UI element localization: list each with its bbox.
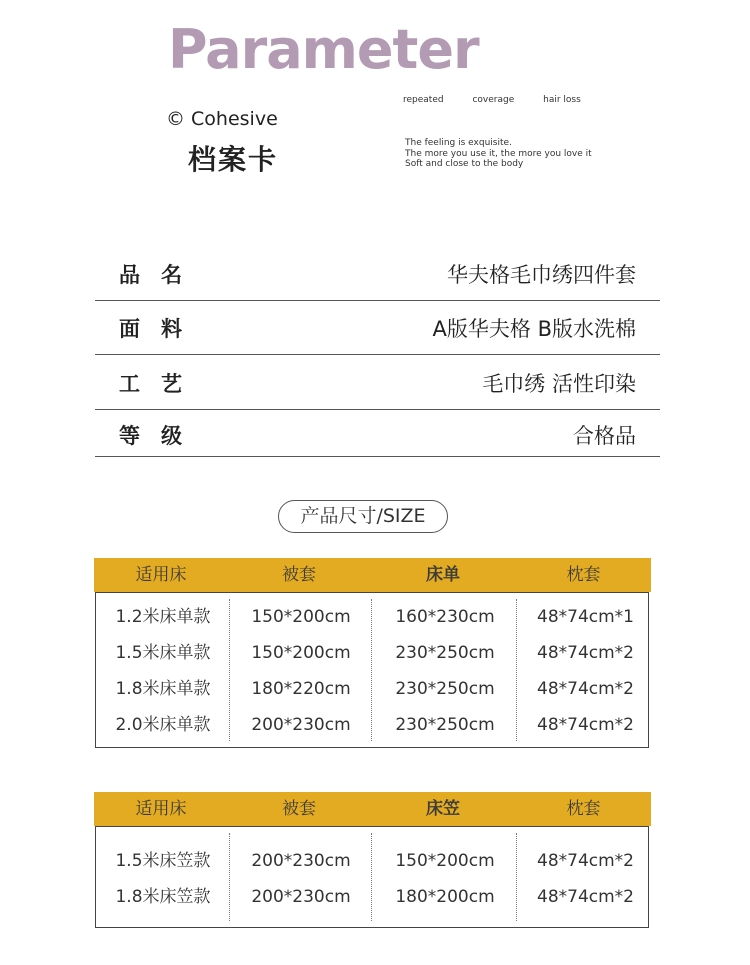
- table-header: [94, 792, 651, 826]
- table-body: [95, 826, 649, 928]
- table-cell: 160*230cm: [395, 607, 495, 627]
- table-cell: 180*220cm: [251, 679, 351, 699]
- divider: [95, 456, 660, 457]
- table-body: [95, 592, 649, 748]
- size-table-sheet: [94, 558, 651, 748]
- spec-value: 毛巾绣 活性印染: [482, 372, 636, 396]
- table-cell: 150*200cm: [395, 851, 495, 871]
- spec-row: [95, 354, 660, 410]
- table-cell: 2.0米床单款: [115, 715, 211, 735]
- spec-row: [95, 410, 660, 457]
- size-section-label: 产品尺寸/SIZE: [278, 500, 448, 533]
- table-cell: 230*250cm: [395, 715, 495, 735]
- card-title: 档案卡: [188, 143, 279, 176]
- table-cell: 48*74cm*2: [537, 887, 634, 907]
- table-cell: 230*250cm: [395, 643, 495, 663]
- header-cell: 枕套: [566, 565, 601, 585]
- table-cell: 1.5米床单款: [115, 643, 211, 663]
- header-cell: 适用床: [135, 799, 187, 819]
- spec-row: [95, 299, 660, 355]
- blurb-line: The feeling is exquisite.: [405, 138, 512, 148]
- header-cell: 适用床: [135, 565, 187, 585]
- tag-item: hair loss: [543, 95, 581, 105]
- size-table-fitted: [94, 792, 651, 929]
- spec-key: 品名: [119, 263, 203, 287]
- spec-value: A版华夫格 B版水洗棉: [432, 317, 636, 341]
- spec-key: 等级: [119, 424, 203, 448]
- table-cell: 150*200cm: [251, 607, 351, 627]
- table-cell: 200*230cm: [251, 887, 351, 907]
- table-cell: 1.2米床单款: [115, 607, 211, 627]
- header-cell: 被套: [282, 565, 316, 585]
- spec-key: 工艺: [119, 372, 203, 396]
- tag-list: [403, 95, 607, 105]
- table-cell: 48*74cm*1: [537, 607, 634, 627]
- brand-name: © Cohesive: [166, 108, 278, 130]
- table-cell: 48*74cm*2: [537, 715, 634, 735]
- table-cell: 48*74cm*2: [537, 679, 634, 699]
- table-cell: 1.5米床笠款: [115, 851, 211, 871]
- table-cell: 200*230cm: [251, 715, 351, 735]
- table-cell: 48*74cm*2: [537, 643, 634, 663]
- table-cell: 48*74cm*2: [537, 851, 634, 871]
- table-cell: 230*250cm: [395, 679, 495, 699]
- tag-item: coverage: [472, 95, 515, 105]
- table-cell: 1.8米床单款: [115, 679, 211, 699]
- spec-key: 面料: [119, 317, 203, 341]
- header-cell: 枕套: [566, 799, 601, 819]
- tag-item: repeated: [403, 95, 444, 105]
- spec-value: 合格品: [573, 424, 636, 448]
- blurb-line: The more you use it, the more you love it: [405, 148, 592, 159]
- spec-row: [95, 245, 660, 301]
- table-cell: 150*200cm: [251, 643, 351, 663]
- blurb-line: Soft and close to the body: [405, 159, 524, 169]
- table-cell: 1.8米床笠款: [115, 887, 211, 907]
- spec-value: 华夫格毛巾绣四件套: [447, 263, 636, 287]
- page-title: Parameter: [168, 18, 479, 81]
- header-cell: 床笠: [426, 799, 460, 819]
- table-cell: 200*230cm: [251, 851, 351, 871]
- blurb-text: [405, 138, 592, 170]
- header-cell: 被套: [282, 799, 316, 819]
- table-header: [94, 558, 651, 592]
- header-cell: 床单: [426, 565, 460, 585]
- table-cell: 180*200cm: [395, 887, 495, 907]
